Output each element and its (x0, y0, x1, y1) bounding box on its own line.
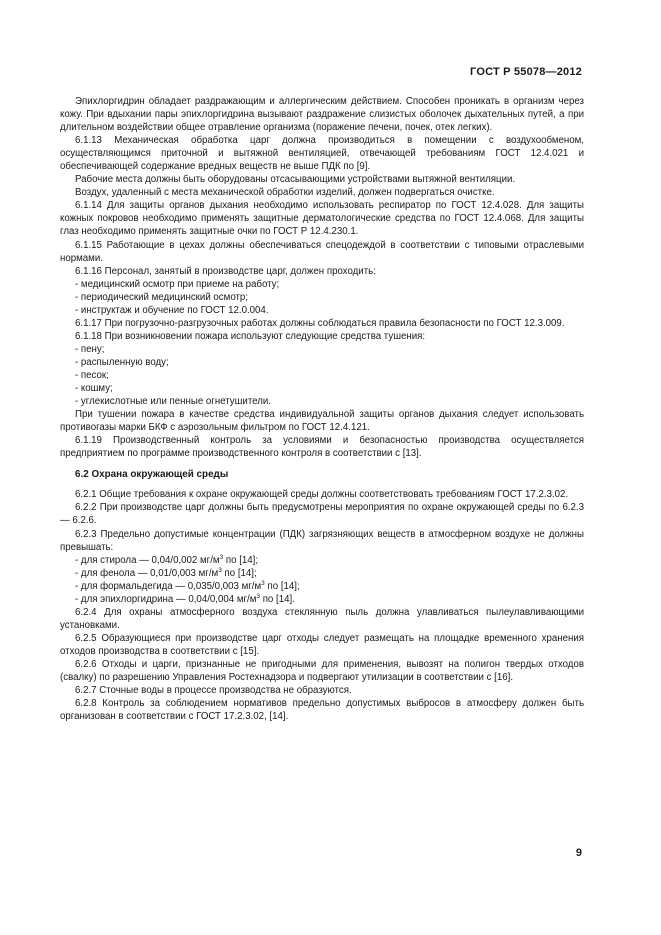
pdk-item (60, 593, 584, 606)
pdk-item (60, 554, 584, 567)
pdk-item (60, 580, 584, 593)
pdk-text: - для эпихлоргидрина — 0,04/0,004 мг/м (75, 593, 257, 605)
list-item: - периодический медицинский осмотр; (75, 291, 249, 303)
paragraph: 6.1.15 Работающие в цехах должны обеспечиваться спецодеждой в соответствии с типовыми отраслевыми нормами. (60, 239, 584, 264)
paragraph: 6.1.18 При возникновении пожара используют следующие средства тушения: (75, 330, 426, 342)
page-number: 9 (575, 847, 582, 859)
paragraph: 6.2.3 Предельно допустимые концентрации (ПДК) загрязняющих веществ в атмосферном воздухе не должны превышать: (60, 528, 584, 553)
paragraph: 6.2.6 Отходы и царги, признанные не пригодными для применения, вывозят на полигон твердых отходов (свалку) по разрешению Управления Ростехнадзора и подвергают утилизации в соответствии с [16]. (60, 658, 584, 684)
paragraph: 6.2.1 Общие требования к охране окружающей среды должны соответствовать требованиям ГОСТ 17.2.3.02. (75, 489, 569, 501)
paragraph: 6.1.16 Персонал, занятый в производстве царг, должен проходить: (75, 265, 376, 277)
paragraph: 6.2.8 Контроль за соблюдением нормативов предельно допустимых выбросов в атмосферу должен быть организован в соответствии с ГОСТ 17.2.3.02, [14]. (60, 698, 584, 723)
pdk-text: - для формальдегида — 0,035/0,003 мг/м (75, 580, 262, 592)
paragraph: 6.2.7 Сточные воды в процессе производства не образуются. (75, 685, 352, 697)
list-item: - пену; (75, 343, 105, 355)
pdk-sup: 3 (218, 566, 222, 574)
list-item: - кошму; (75, 383, 113, 395)
list-item: - инструктаж и обучение по ГОСТ 12.0.004. (75, 304, 269, 316)
pdk-text: - для стирола — 0,04/0,002 мг/м (75, 554, 220, 566)
paragraph: Эпихлоргидрин обладает раздражающим и аллергическим действием. Способен проникать в организм через кожу. При вдыхании пары эпихлоргидрина вызывают раздражение слизистых оболочек дыхательных путей, а при длительном воздействии общее отравление организма (поражение печени, почек, отек легких). (60, 96, 584, 134)
pdk-sup: 3 (256, 592, 260, 600)
document-header: ГОСТ Р 55078—2012 (470, 66, 582, 78)
list-item: - углекислотные или пенные огнетушители. (75, 396, 271, 408)
paragraph: 6.2.4 Для охраны атмосферного воздуха стеклянную пыль должна улавливаться пылеулавливающими установками. (60, 606, 584, 631)
paragraph: 6.1.19 Производственный контроль за условиями и безопасностью производства осуществляется предприятием по программе производственного контроля в соответствии с [13]. (60, 435, 584, 460)
list-item: - песок; (75, 369, 109, 381)
document-body (60, 95, 584, 723)
pdk-text: - для фенола — 0,01/0,003 мг/м (75, 567, 219, 579)
paragraph: Рабочие места должны быть оборудованы отсасывающими устройствами вытяжной вентиляции. (75, 174, 516, 186)
pdk-tail: по [14]; (221, 567, 257, 579)
paragraph: 6.1.13 Механическая обработка царг должна производиться в помещении с воздухообменом, осуществляющимся приточной и вытяжной вентиляцией, отвечающей требованиям ГОСТ 12.4.021 и обеспечивающей содержание вредных веществ не выше ПДК по [9]. (60, 135, 584, 173)
list-item: - распыленную воду; (75, 356, 169, 368)
list-item: - медицинский осмотр при приеме на работу; (75, 278, 280, 290)
section-heading: 6.2 Охрана окружающей среды (75, 469, 229, 481)
paragraph: 6.1.17 При погрузочно-разгрузочных работах должны соблюдаться правила безопасности по ГОСТ 12.3.009. (75, 317, 565, 329)
paragraph: 6.2.2 При производстве царг должны быть предусмотрены мероприятия по охране окружающей среды по 6.2.3 — 6.2.6. (60, 502, 584, 527)
pdk-tail: по [14]. (260, 593, 295, 605)
pdk-tail: по [14]; (264, 580, 300, 592)
paragraph: 6.1.14 Для защиты органов дыхания необходимо использовать респиратор по ГОСТ 12.4.028. Для защиты кожных покровов необходимо применять защитные дерматологические средства по ГОСТ 12.4.068. Для защиты глаз необходимо применять защитные очки по ГОСТ Р 12.4.230.1. (60, 200, 584, 238)
paragraph: 6.2.5 Образующиеся при производстве царг отходы следует размещать на площадке временного хранения отходов производства в соответствии с [15]. (60, 632, 584, 657)
pdk-sup: 3 (219, 553, 224, 561)
paragraph: Воздух, удаленный с места механической обработки изделий, должен подвергаться очистке. (75, 187, 495, 199)
pdk-item (60, 567, 584, 580)
pdk-sup: 3 (261, 579, 265, 587)
paragraph: При тушении пожара в качестве средства индивидуальной защиты органов дыхания следует использовать противогазы марки БКФ с аэрозольным фильтром по ГОСТ 12.4.121. (60, 409, 584, 434)
pdk-tail: по [14]; (223, 554, 259, 566)
